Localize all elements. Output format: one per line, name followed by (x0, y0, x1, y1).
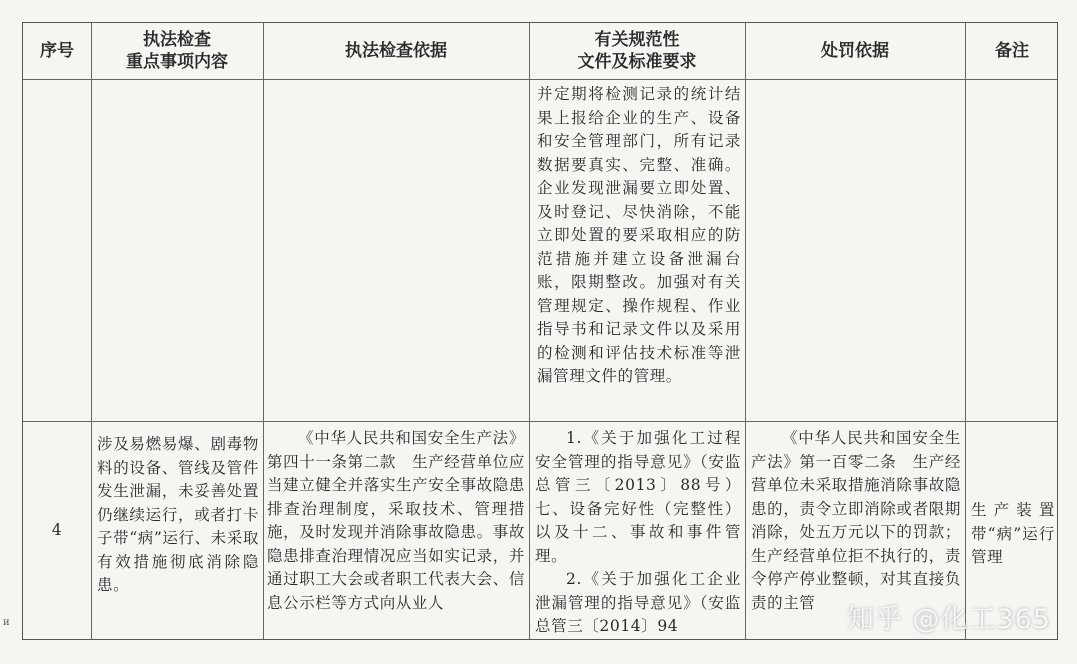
col-divider (745, 23, 746, 639)
header-content: 执法检查 重点事项内容 (126, 30, 228, 72)
col-divider (91, 23, 92, 639)
header-divider (23, 79, 1057, 80)
header-standards: 有关规范性 文件及标准要求 (577, 30, 697, 72)
watermark: 知乎 @化工365 (846, 604, 1051, 635)
header-remark: 备注 (995, 41, 1029, 61)
check-basis: 《中华人民共和国安全生产法》第四十一条第二款 生产经营单位应当建立健全并落实生产安全事故隐患排查治理制度，采取技术、管理措施，及时发现并消除事故隐患。事故隐患排查治理情况应当如实记录，并通过职工大会或者职工代表大会、信息公示栏等方式向从业人 (267, 429, 525, 612)
remark: 生产装置带“病”运行管理 (971, 501, 1055, 566)
col-divider (965, 23, 966, 639)
col-divider (529, 23, 530, 639)
header-basis: 执法检查依据 (345, 41, 447, 61)
col-divider (263, 23, 264, 639)
header-seq: 序号 (40, 41, 74, 61)
row-divider (23, 421, 1057, 422)
check-content: 涉及易燃易爆、剧毒物料的设备、管线及管件发生泄漏，未妥善处置仍继续运行，或者打卡子带“病”运行、未采取有效措施彻底消除隐患。 (97, 435, 259, 594)
margin-mark: и (3, 617, 10, 628)
penalty-basis: 《中华人民共和国安全生产法》第一百零二条 生产经营单位未采取措施消除事故隐患的，责令立即消除或者限期消除，处五万元以下的罚款；生产经营单位拒不执行的，责令停产停业整顿，对其直接负责的主管 (751, 429, 961, 612)
standards-block (535, 427, 741, 639)
row-number: 4 (51, 521, 63, 540)
standards-item-1: 1.《关于加强化工过程安全管理的指导意见》（安监总管三〔2013〕88号）七、设备完好性（完整性）以及十二、事故和事件管理。 (535, 429, 741, 565)
header-penalty: 处罚依据 (821, 41, 889, 61)
standards-continued: 并定期将检测记录的统计结果上报给企业的生产、设备和安全管理部门，所有记录数据要真实、完整、准确。企业发现泄漏要立即处置、及时登记、尽快消除，不能立即处置的要采取相应的防范措施并建立设备泄漏台账，限期整改。加强对有关管理规定、操作规程、作业指导书和记录文件以及采用的检测和评估技术标准等泄漏管理文件的管理。 (537, 85, 741, 385)
regulation-table (22, 22, 1058, 640)
standards-item-2: 2.《关于加强化工企业泄漏管理的指导意见》（安监总管三〔2014〕94 (535, 570, 741, 635)
